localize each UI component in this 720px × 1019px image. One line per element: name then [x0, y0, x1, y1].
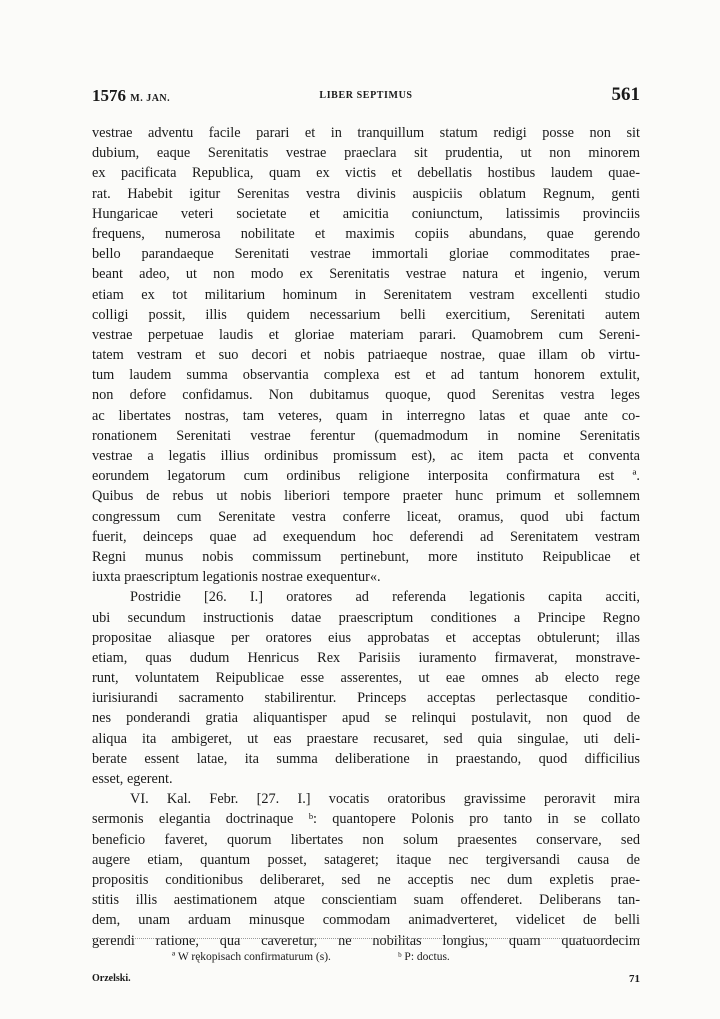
- page-number: 561: [611, 84, 640, 105]
- text-line: Regni munus nobis commissum pertinebunt, more instituto Reipublicae et: [92, 548, 640, 565]
- footnote-a: ª W rękopisach confirmaturum (s).: [172, 951, 331, 963]
- footnote-divider: [92, 938, 640, 939]
- text-line: Postridie [26. I.] oratores ad referenda legationis capita acciti,: [130, 589, 640, 606]
- text-line: aliqua ita ambigeret, ut eas praestare recusaret, sed quia singulae, uti deli-: [92, 730, 640, 747]
- text-line: VI. Kal. Febr. [27. I.] vocatis oratoribus gravissime peroravit mira: [130, 791, 640, 808]
- text-line: etiam, quas dudum Henricus Rex Parisiis iuramento firmaverat, monstrave-: [92, 649, 640, 666]
- text-line: esset, egerent.: [92, 771, 173, 787]
- text-line: colligi possit, illis quidem necessarium belli exercitium, Serenitati autem: [92, 306, 640, 323]
- text-line: dem, unam arduam minusque commodam animadverteret, videlicet de belli: [92, 912, 640, 929]
- text-line: ex pacificata Republica, quam ex victis et debellatis hostibus laudem quae-: [92, 165, 640, 182]
- header-month: M. JAN.: [130, 93, 171, 104]
- text-line: Hungaricae veteri societate et amicitia coniunctum, latissimis provinciis: [92, 205, 640, 222]
- text-line: ronationem Serenitati vestrae ferentur (quemadmodum in nomine Serenitatis: [92, 427, 640, 444]
- text-line: vestrae a legatis illius ordinibus promissum est), ac item pacta et conventa: [92, 448, 640, 464]
- header-title: LIBER SEPTIMUS: [319, 90, 413, 101]
- text-line: non defore confidamus. Non dubitamus quoque, quod Serenitas vestra leges: [92, 387, 640, 404]
- text-line: beant adeo, ut non modo ex Serenitatis vestrae natura et ingenio, verum: [92, 266, 640, 283]
- text-line: tatem vestram et suo decori et nobis patriaeque nostrae, quae illam ob virtu-: [92, 347, 640, 364]
- text-line: rat. Habebit igitur Serenitas vestra divinis auspiciis oblatum Regnum, genti: [92, 185, 640, 202]
- text-line: Quibus de rebus ut nobis liberiori tempore praeter hunc primum et sollemnem: [92, 488, 640, 505]
- text-line: sermonis elegantia doctrinaque ᵇ: quantopere Polonis pro tanto in se collato: [92, 811, 640, 828]
- text-line: vestrae perpetuae laudis et gloriae materiam parari. Quamobrem cum Sereni-: [92, 326, 640, 343]
- text-line: tum laudem summa observantia complexa est et ad tantum honorem extulit,: [92, 367, 640, 384]
- text-line: dubium, eaque Serenitatis vestrae praeclara sit prudentia, ut non minorem: [92, 145, 640, 162]
- text-line: gerendi ratione, qua caveretur, ne nobilitas longius, quam quatuordecim: [92, 932, 640, 949]
- text-line: bello parandaeque Serenitati vestrae immortali gloriae commoditates prae-: [92, 246, 640, 263]
- running-header: [92, 82, 640, 110]
- page-footer: [92, 973, 640, 989]
- text-line: etiam ex tot militarium hominum in Serenitatem vestram excellenti studio: [92, 286, 640, 303]
- text-line: frequens, numerosa nobilitate et maximis copiis abundans, quae gerendo: [92, 225, 640, 242]
- text-line: eorundem legatorum cum ordinibus religione interposita confirmatura est ª.: [92, 468, 640, 485]
- text-line: iuxta praescriptum legationis nostrae exequentur«.: [92, 569, 381, 586]
- text-line: augere etiam, quantum posset, satageret; itaque nec tergiversandi causa de: [92, 851, 640, 868]
- signature-mark: 71: [629, 973, 640, 985]
- footer-author: Orzelski.: [92, 973, 131, 984]
- text-line: nes ponderandi gratia aliquantisper apud se relinqui postulavit, non quod de: [92, 710, 640, 727]
- footnotes: [92, 951, 640, 969]
- text-line: stitis illis aestimationem atque conscientiam suam offenderet. Deliberans tan-: [92, 892, 640, 909]
- text-line: beneficio faveret, quorum libertates non solum praesentes conservare, sed: [92, 831, 640, 848]
- text-line: congressum cum Serenitate vestra conferre liceat, oramus, quod ubi factum: [92, 508, 640, 525]
- text-line: ac libertates nostras, tam veteres, quam in interregno latas et quae ante co-: [92, 407, 640, 424]
- header-year: 1576: [92, 86, 126, 105]
- text-line: runt, voluntatem Reipublicae esse asserentes, ut eae omnes ab electo rege: [92, 670, 640, 687]
- text-line: ubi secundum instructionis datae praescriptum conditiones a Principe Regno: [92, 609, 640, 626]
- text-line: berate essent latae, ita summa deliberatione in praestando, quod difficilius: [92, 750, 640, 767]
- text-line: vestrae adventu facile parari et in tranquillum statum redigi posse non sit: [92, 125, 640, 141]
- text-line: propositae aliasque per oratores eius approbatas et acceptas obtulerunt; illas: [92, 629, 640, 646]
- footnote-b: ᵇ P: doctus.: [398, 951, 450, 963]
- body-text: [92, 123, 640, 951]
- text-line: fuerit, deinceps quae ad exequendum hoc deferendi ad Serenitatem vestram: [92, 528, 640, 545]
- text-line: propositis conditionibus deliberaret, sed ne acceptis nec dum expletis prae-: [92, 871, 640, 888]
- text-line: iurisiurandi sacramento stabilirentur. Princeps acceptas perlectasque conditio-: [92, 690, 640, 707]
